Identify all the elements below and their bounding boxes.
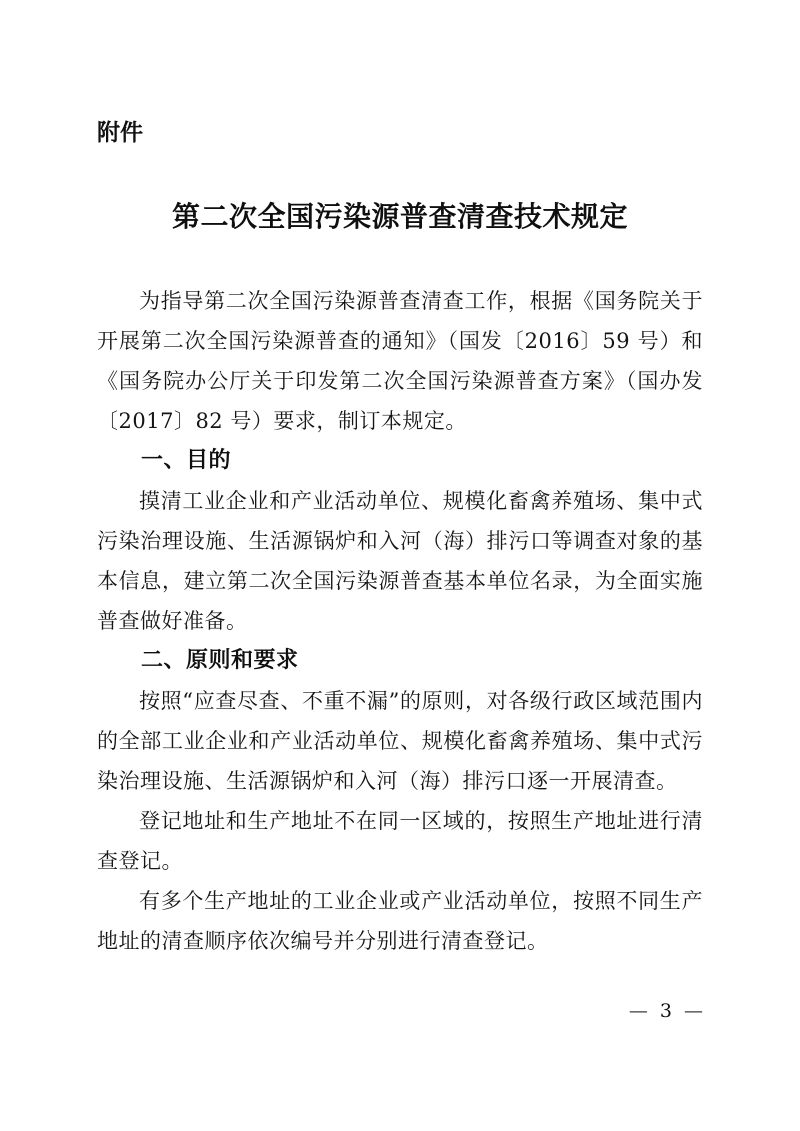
page-number-dash-right: —	[684, 1000, 703, 1022]
document-body	[97, 281, 703, 961]
section-1-heading: 一、目的	[141, 448, 232, 473]
section-2-paragraph-3: 有多个生产地址的工业企业或产业活动单位，按照不同生产地址的清查顺序依次编号并分别进行清查登记。	[97, 889, 703, 953]
section-2-paragraph-1: 按照“应查尽查、不重不漏”的原则，对各级行政区域范围内的全部工业企业和产业活动单位、规模化畜禽养殖场、集中式污染治理设施、生活源锅炉和入河（海）排污口逐一开展清查。	[97, 689, 703, 793]
page-number-value: 3	[659, 1000, 672, 1022]
intro-paragraph: 为指导第二次全国污染源普查清查工作，根据《国务院关于开展第二次全国污染源普查的通知》（国发〔2016〕59 号）和《国务院办公厅关于印发第二次全国污染源普查方案》（国办发〔2017〕82 号）要求，制订本规定。	[97, 289, 703, 433]
page-number	[629, 998, 703, 1024]
document-title: 第二次全国污染源普查清查技术规定	[171, 200, 628, 233]
section-1-paragraph-1: 摸清工业企业和产业活动单位、规模化畜禽养殖场、集中式污染治理设施、生活源锅炉和入河（海）排污口等调查对象的基本信息，建立第二次全国污染源普查基本单位名录，为全面实施普查做好准备。	[97, 489, 703, 633]
attachment-label: 附件	[97, 120, 143, 146]
section-2-paragraph-2: 登记地址和生产地址不在同一区域的，按照生产地址进行清查登记。	[97, 809, 703, 873]
section-2-heading: 二、原则和要求	[141, 648, 299, 673]
page-number-dash-left: —	[628, 1000, 648, 1022]
